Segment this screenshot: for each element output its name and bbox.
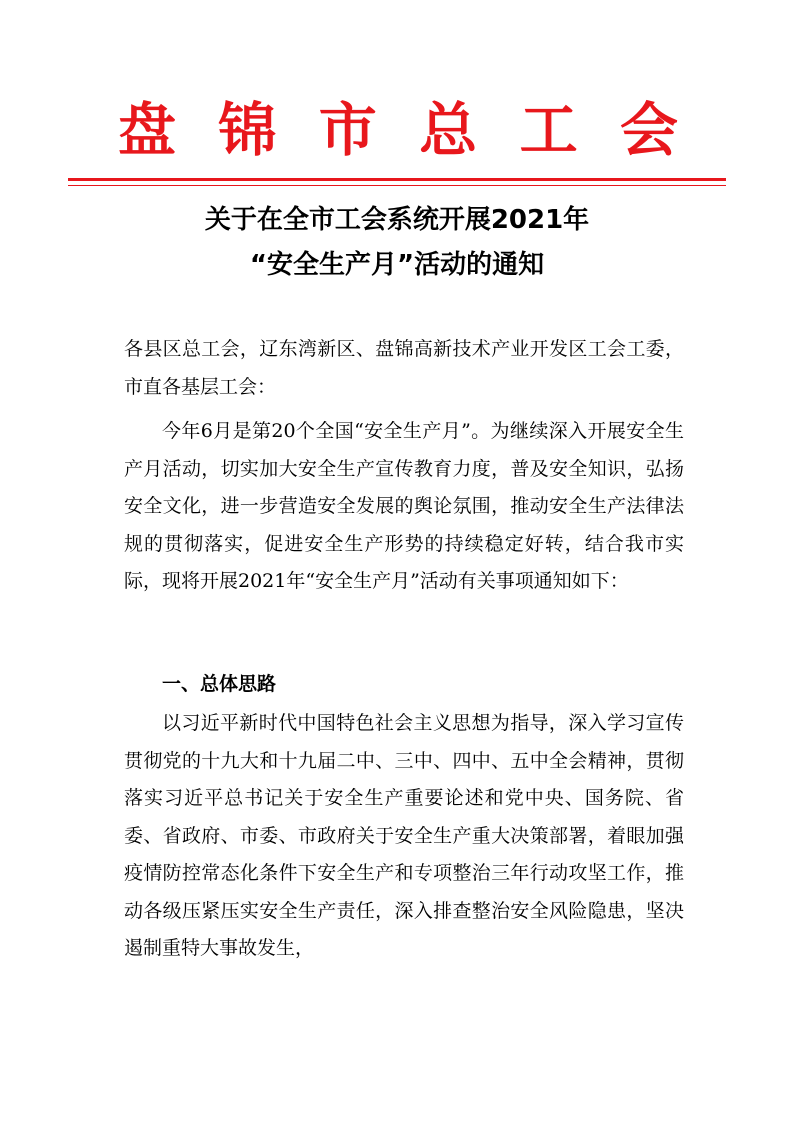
salutation: 各县区总工会，辽东湾新区、盘锦高新技术产业开发区工会工委，市直各基层工会： <box>124 338 684 398</box>
document-title-line-2: “安全生产月”活动的通知 <box>249 250 545 280</box>
section-paragraph: 以习近平新时代中国特色社会主义思想为指导，深入学习宣传贯彻党的十九大和十九届二中、三中、四中、五中全会精神，贯彻落实习近平总书记关于安全生产重要论述和党中央、国务院、省委、省政府、市委、市政府关于安全生产重大决策部署，着眼加强疫情防控常态化条件下安全生产和专项整治三年行动攻坚工作，推动各级压紧压实安全生产责任，深入排查整治安全风险隐患，坚决遏制重特大事故发生， <box>124 712 684 959</box>
issuing-organization-header <box>118 98 678 162</box>
header-divider-thin <box>68 185 726 186</box>
org-char: 市 <box>318 96 377 164</box>
section-heading: 一、总体思路 <box>162 673 277 695</box>
org-char: 工 <box>519 96 578 164</box>
org-char: 总 <box>419 96 478 164</box>
document-title-line-1: 关于在全市工会系统开展2021年 <box>204 205 590 235</box>
intro-paragraph: 今年6月是第20个全国“安全生产月”。为继续深入开展安全生产月活动，切实加大安全生产宣传教育力度，普及安全知识，弘扬安全文化，进一步营造安全发展的舆论氛围，推动安全生产法律法规的贯彻落实，促进安全生产形势的持续稳定好转，结合我市实际，现将开展2021年“安全生产月”活动有关事项通知如下： <box>124 420 684 592</box>
header-divider-thick <box>68 178 726 181</box>
org-char: 盘 <box>118 96 177 164</box>
org-char: 会 <box>619 96 678 164</box>
org-char: 锦 <box>218 96 277 164</box>
